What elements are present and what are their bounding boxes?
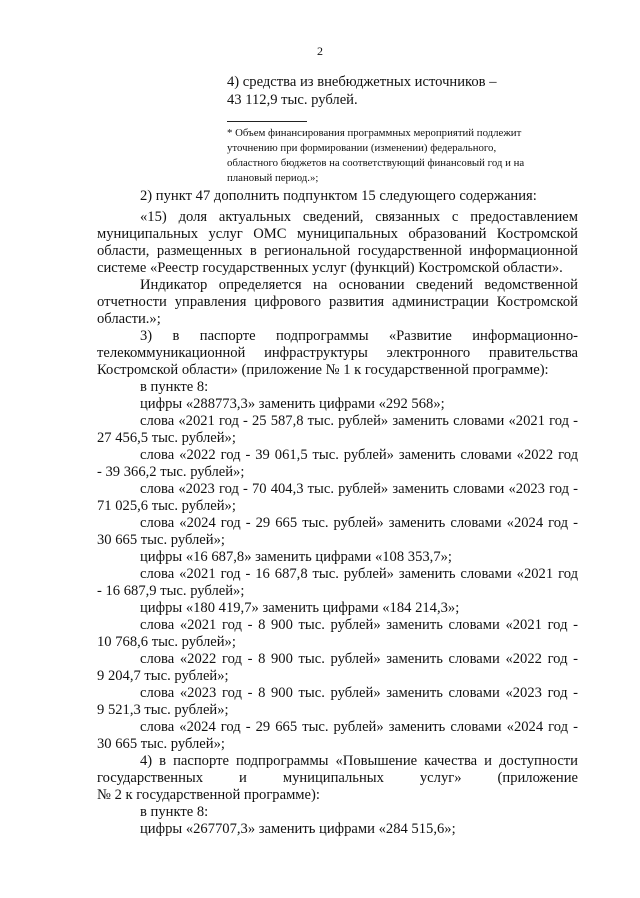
paragraph-line: 2) пункт 47 дополнить подпунктом 15 следующего содержания:: [140, 188, 537, 204]
paragraph-line: государственных и муниципальных услуг» (приложение: [97, 770, 578, 786]
paragraph-line: в пункте 8:: [140, 379, 209, 395]
paragraph-line: области, размещенных в региональной государственной информационной: [97, 243, 578, 259]
paragraph-line: «15) доля актуальных сведений, связанных с предоставлением: [140, 209, 578, 225]
page-number: 2: [317, 44, 323, 58]
paragraph-line: слова «2021 год - 25 587,8 тыс. рублей» заменить словами «2021 год -: [140, 413, 578, 429]
paragraph-line: слова «2021 год - 16 687,8 тыс. рублей» заменить словами «2021 год: [140, 566, 578, 582]
paragraph-line: Костромской области» (приложение № 1 к государственной программе):: [97, 362, 549, 378]
paragraph-line: цифры «267707,3» заменить цифрами «284 515,6»;: [140, 821, 456, 837]
paragraph-line: цифры «180 419,7» заменить цифрами «184 214,3»;: [140, 600, 460, 616]
paragraph-line: слова «2024 год - 29 665 тыс. рублей» заменить словами «2024 год -: [140, 719, 578, 735]
paragraph-line: 9 521,3 тыс. рублей»;: [97, 702, 229, 718]
paragraph-line: отчетности управления цифрового развития администрации Костромской: [97, 294, 578, 310]
paragraph-line: - 39 366,2 тыс. рублей»;: [97, 464, 245, 480]
paragraph-line: слова «2022 год - 8 900 тыс. рублей» заменить словами «2022 год -: [140, 651, 578, 667]
paragraph-line: муниципальных услуг ОМС муниципальных образований Костромской: [97, 226, 578, 242]
paragraph-line: слова «2023 год - 70 404,3 тыс. рублей» заменить словами «2023 год -: [140, 481, 578, 497]
paragraph-line: телекоммуникационной инфраструктуры электронного правительства: [97, 345, 578, 361]
paragraph-line: - 16 687,9 тыс. рублей»;: [97, 583, 245, 599]
paragraph-line: 30 665 тыс. рублей»;: [97, 532, 225, 548]
funding-line: 43 112,9 тыс. рублей.: [227, 92, 358, 108]
paragraph-line: 4) в паспорте подпрограммы «Повышение качества и доступности: [140, 753, 578, 769]
paragraph-line: цифры «16 687,8» заменить цифрами «108 353,7»;: [140, 549, 452, 565]
paragraph-line: в пункте 8:: [140, 804, 209, 820]
paragraph-line: цифры «288773,3» заменить цифрами «292 568»;: [140, 396, 445, 412]
footnote-line: * Объем финансирования программных мероприятий подлежит: [227, 127, 522, 139]
funding-line: 4) средства из внебюджетных источников –: [227, 74, 497, 90]
paragraph-line: слова «2023 год - 8 900 тыс. рублей» заменить словами «2023 год -: [140, 685, 578, 701]
paragraph-line: слова «2021 год - 8 900 тыс. рублей» заменить словами «2021 год -: [140, 617, 578, 633]
paragraph-line: 9 204,7 тыс. рублей»;: [97, 668, 229, 684]
paragraph-line: 30 665 тыс. рублей»;: [97, 736, 225, 752]
footnote-line: уточнению при формировании (изменении) федерального,: [227, 142, 497, 154]
paragraph-line: слова «2024 год - 29 665 тыс. рублей» заменить словами «2024 год -: [140, 515, 578, 531]
paragraph-line: № 2 к государственной программе):: [97, 787, 320, 803]
paragraph-line: 27 456,5 тыс. рублей»;: [97, 430, 236, 446]
paragraph-line: слова «2022 год - 39 061,5 тыс. рублей» заменить словами «2022 год: [140, 447, 578, 463]
paragraph-line: 3) в паспорте подпрограммы «Развитие информационно-: [140, 328, 578, 344]
footnote-line: плановый период.»;: [227, 172, 319, 184]
footnote-rule: [227, 121, 307, 122]
paragraph-line: Индикатор определяется на основании сведений ведомственной: [140, 277, 578, 293]
paragraph-line: системе «Реестр государственных услуг (функций) Костромской области».: [97, 260, 563, 276]
paragraph-line: 71 025,6 тыс. рублей»;: [97, 498, 236, 514]
footnote-line: областного бюджетов на соответствующий финансовый год и на: [227, 157, 525, 169]
paragraph-line: области.»;: [97, 311, 161, 327]
paragraph-line: 10 768,6 тыс. рублей»;: [97, 634, 236, 650]
